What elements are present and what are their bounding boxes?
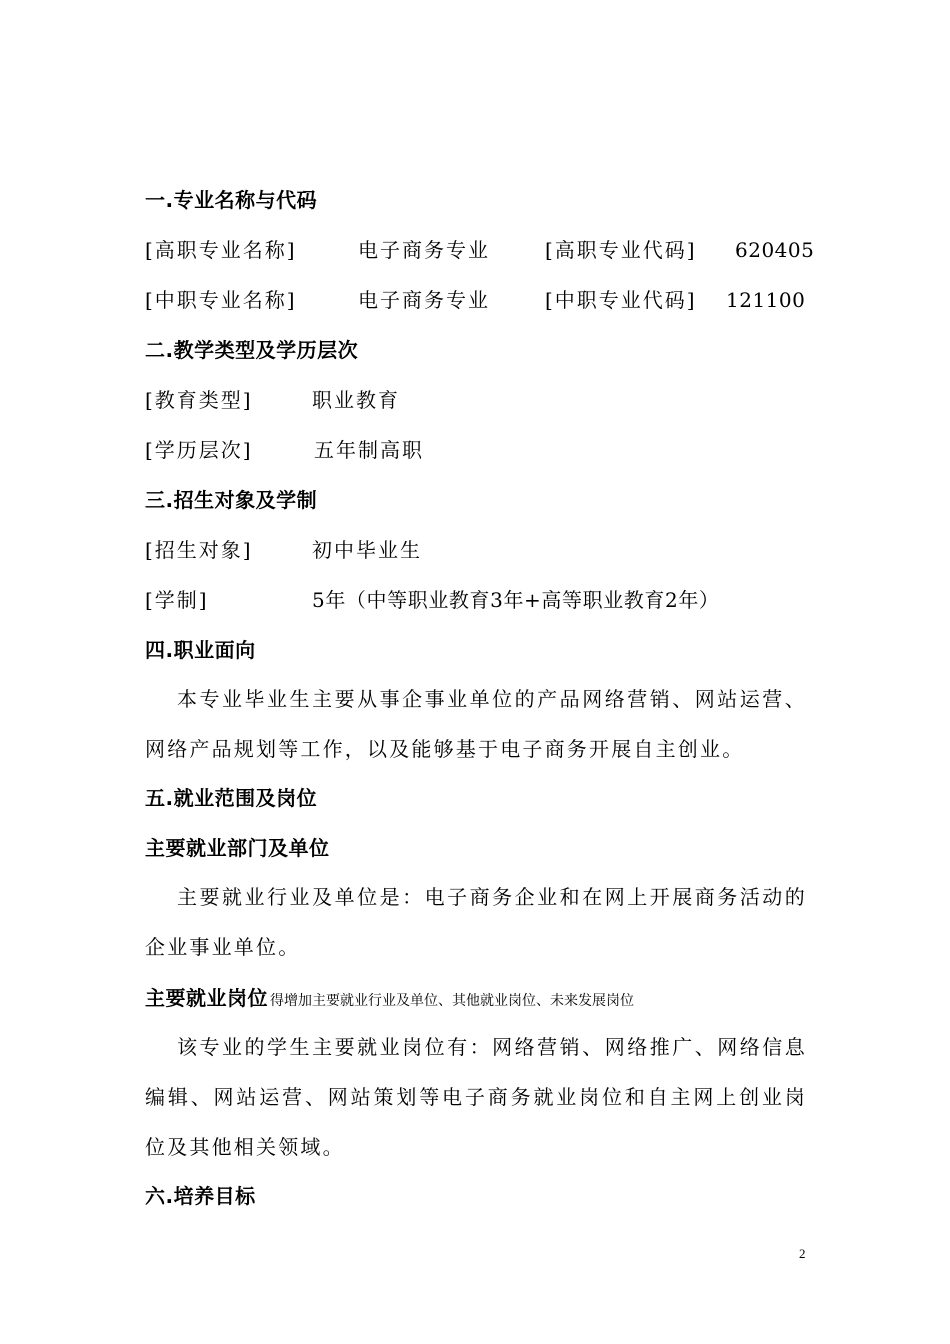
employment-posts-paragraph: 该专业的学生主要就业岗位有：网络营销、网络推广、网络信息编辑、网站运营、网站策划等电子商务就业岗位和自主网上创业岗位及其他相关领域。 [145,1035,807,1159]
employment-departments-paragraph: 主要就业行业及单位是：电子商务企业和在网上开展商务活动的企业事业单位。 [145,885,807,959]
education-type-label: [教育类型] [145,388,253,412]
education-level-label: [学历层次] [145,438,253,462]
education-level-value: 五年制高职 [314,438,424,462]
higher-major-code-label: [高职专业代码] [545,238,697,262]
employment-posts-note: 得增加主要就业行业及单位、其他就业岗位、未来发展岗位 [270,993,634,1009]
enrollment-target-value: 初中毕业生 [312,538,422,562]
section-4-title: 四.职业面向 [145,638,256,662]
secondary-major-code-value: 121100 [726,288,806,312]
secondary-major-name-value: 电子商务专业 [358,288,490,312]
higher-major-name-value: 电子商务专业 [358,238,490,262]
secondary-major-code-label: [中职专业代码] [545,288,697,312]
higher-major-code-value: 620405 [735,238,815,262]
section-5-title: 五.就业范围及岗位 [145,786,318,810]
study-system-value: 5年（中等职业教育3年+高等职业教育2年） [312,588,720,612]
section-1-title: 一.专业名称与代码 [145,188,318,212]
section-2-title: 二.教学类型及学历层次 [145,338,359,362]
employment-posts-title: 主要就业岗位 [145,986,268,1010]
enrollment-target-label: [招生对象] [145,538,253,562]
section-6-title: 六.培养目标 [145,1184,256,1208]
career-orientation-paragraph: 本专业毕业生主要从事企事业单位的产品网络营销、网站运营、网络产品规划等工作，以及能够基于电子商务开展自主创业。 [145,687,807,761]
page-number: 2 [799,1246,806,1261]
employment-departments-heading: 主要就业部门及单位 [145,836,330,860]
education-type-value: 职业教育 [312,388,400,412]
study-system-label: [学制] [145,588,209,612]
secondary-major-name-label: [中职专业名称] [145,288,297,312]
employment-posts-heading [145,984,634,1015]
section-3-title: 三.招生对象及学制 [145,488,318,512]
higher-major-name-label: [高职专业名称] [145,238,297,262]
